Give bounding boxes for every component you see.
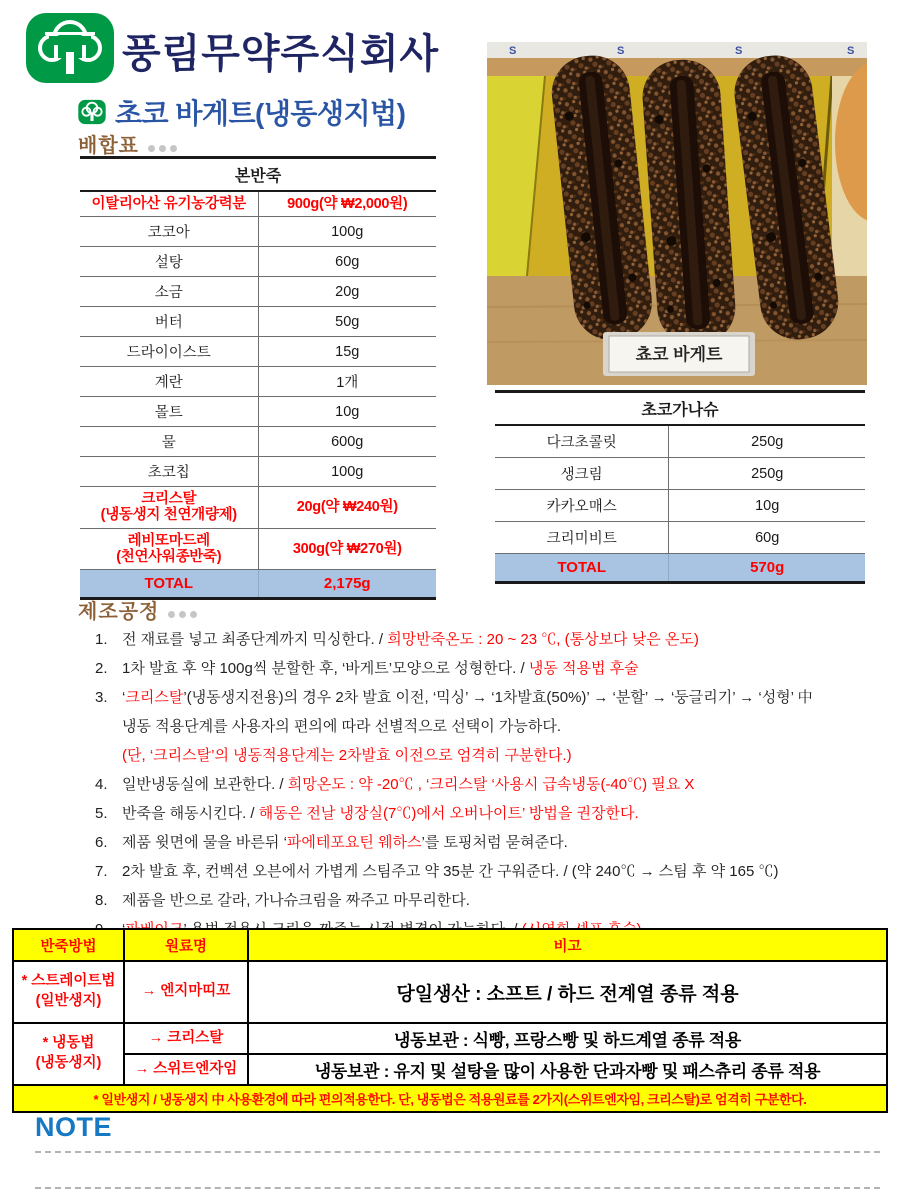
- ingredient-name: 몰트: [80, 397, 258, 427]
- main-dough-header-row: [80, 158, 436, 192]
- method-col-header: 반죽방법: [13, 929, 124, 961]
- photo-label-text: 쵸코 바게트: [635, 345, 723, 364]
- step-text: (단, ‘크리스탈’의 냉동적용단계는 2차발효 이전으로 엄격히 구분한다.): [122, 747, 572, 764]
- ganache-title: 초코가나슈: [495, 392, 865, 426]
- ingredient-amount: 15g: [258, 337, 436, 367]
- ingredient-name: 다크초콜릿: [495, 425, 669, 458]
- straight-method-row: [13, 961, 887, 1023]
- remarks-col-header: 비고: [248, 929, 887, 961]
- method-table-footnote: * 일반생지 / 냉동생지 中 사용환경에 따라 편의적용한다. 단, 냉동법은 적용원료를 2가지(스위트엔자임, 크리스탈)로 엄격히 구분한다.: [13, 1085, 887, 1112]
- ingredient-col-header: 원료명: [124, 929, 248, 961]
- company-logo-icon: [25, 12, 115, 84]
- frozen-method-row-2: [13, 1054, 887, 1085]
- step-text: 제품을 반으로 갈라, 가나슈크림을 짜주고 마무리한다.: [122, 892, 470, 909]
- process-step-line: [95, 746, 890, 766]
- step-text: ‘크리스탈’(냉동생지전용)의 경우 2차 발효 이전, ‘믹싱’ → ‘1차발효(50%)’ → ‘분할’ → ‘둥글리기’ → ‘성형’ 中: [122, 689, 813, 706]
- heading-dots-decoration: [164, 601, 197, 623]
- process-step-line: [95, 804, 890, 824]
- frozen-note-cell-2: 냉동보관 : 유지 및 설탕을 많이 사용한 단과자빵 및 패스츄리 종류 적용: [248, 1054, 887, 1085]
- method-table: [12, 928, 888, 1113]
- frozen-ingredient-cell-1: → 크리스탈: [124, 1023, 248, 1054]
- ingredient-name: 카카오매스: [495, 490, 669, 522]
- ingredient-amount: 50g: [258, 307, 436, 337]
- step-text: 냉동 적용단계를 사용자의 편의에 따라 선별적으로 선택이 가능하다.: [122, 718, 562, 735]
- title-logo-icon: [78, 98, 106, 126]
- ingredient-amount: 60g: [258, 247, 436, 277]
- ingredient-name: 레비또마드레 (천연사워종반죽): [80, 528, 258, 569]
- page-title: 초코 바게트(냉동생지법): [115, 98, 406, 129]
- ingredient-row: [80, 191, 436, 217]
- product-photo: [487, 42, 867, 385]
- frozen-note-cell-1: 냉동보관 : 식빵, 프랑스빵 및 하드계열 종류 적용: [248, 1023, 887, 1054]
- ingredient-amount: 20g(약 ₩240원): [258, 487, 436, 528]
- ingredient-amount: 250g: [669, 425, 865, 458]
- ingredient-amount: 100g: [258, 217, 436, 247]
- svg-text:S: S: [617, 45, 625, 57]
- ingredient-amount: 100g: [258, 457, 436, 487]
- step-number: 8.: [95, 892, 108, 909]
- ingredient-name: 이탈리아산 유기농강력분: [80, 191, 258, 217]
- step-text: 2차 발효 후, 컨벡션 오븐에서 가볍게 스팀주고 약 35분 간 구워준다. / (약 240℃ → 스팀 후 약 165 ℃): [122, 863, 779, 880]
- ingredient-name: 계란: [80, 367, 258, 397]
- process-step-line: [95, 659, 890, 679]
- ingredient-row: [80, 457, 436, 487]
- process-step-line: [95, 775, 890, 795]
- process-steps: [95, 630, 890, 949]
- ingredient-amount: 10g: [669, 490, 865, 522]
- process-section-heading: [78, 595, 197, 624]
- ganache-body: [495, 425, 865, 554]
- straight-ingredient-cell: → 엔지마띠꼬: [124, 961, 248, 1023]
- ingredient-row: [80, 247, 436, 277]
- note-writing-line: [35, 1187, 880, 1189]
- ingredient-name: 코코아: [80, 217, 258, 247]
- ingredient-name: 물: [80, 427, 258, 457]
- ganache-total-value: 570g: [669, 554, 865, 583]
- method-table-header-row: [13, 929, 887, 961]
- ganache-total-label: TOTAL: [495, 554, 669, 583]
- main-dough-table: [80, 156, 436, 600]
- main-dough-total-label: TOTAL: [80, 570, 258, 599]
- ingredient-name: 설탕: [80, 247, 258, 277]
- step-text: 일반냉동실에 보관한다. / 희망온도 : 약 -20℃ , ‘크리스탈 ‘사용시 급속냉동(-40℃) 필요 X: [122, 776, 695, 793]
- svg-text:S: S: [735, 45, 743, 57]
- ingredient-name: 드라이이스트: [80, 337, 258, 367]
- ingredient-name: 소금: [80, 277, 258, 307]
- ingredient-row: [495, 425, 865, 458]
- main-dough-title: 본반죽: [80, 158, 436, 192]
- ingredient-amount: 600g: [258, 427, 436, 457]
- ingredient-row: [80, 528, 436, 569]
- ingredient-row: [80, 367, 436, 397]
- process-step-line: [95, 630, 890, 650]
- step-number: [95, 717, 122, 737]
- step-number: 1.: [95, 631, 108, 648]
- ingredient-row: [80, 217, 436, 247]
- ingredient-name: 버터: [80, 307, 258, 337]
- ingredient-amount: 250g: [669, 458, 865, 490]
- step-number: 4.: [95, 776, 108, 793]
- ingredient-row: [80, 277, 436, 307]
- process-step-line: [95, 717, 890, 737]
- ingredient-row: [80, 337, 436, 367]
- ingredient-name: 크리미비트: [495, 522, 669, 554]
- ganache-header-row: [495, 392, 865, 426]
- process-step-line: [95, 891, 890, 911]
- ingredient-name: 초코칩: [80, 457, 258, 487]
- svg-text:S: S: [509, 45, 517, 57]
- ganache-total-row: [495, 554, 865, 583]
- straight-method-cell: * 스트레이트법 (일반생지): [13, 961, 124, 1023]
- recipe-section-heading: [78, 129, 177, 158]
- ingredient-row: [495, 522, 865, 554]
- ingredient-row: [80, 487, 436, 528]
- ingredient-name: 크리스탈 (냉동생지 천연개량제): [80, 487, 258, 528]
- step-number: [95, 746, 122, 766]
- ingredient-amount: 60g: [669, 522, 865, 554]
- note-writing-line: [35, 1151, 880, 1153]
- ingredient-row: [495, 490, 865, 522]
- step-text: 1차 발효 후 약 100g씩 분할한 후, ‘바게트’모양으로 성형한다. / 냉동 적용법 후술: [122, 660, 639, 677]
- process-heading-label: 제조공정: [78, 601, 160, 623]
- ingredient-amount: 900g(약 ₩2,000원): [258, 191, 436, 217]
- step-number: 7.: [95, 863, 108, 880]
- process-step-line: [95, 862, 890, 882]
- heading-dots-decoration: [144, 135, 177, 157]
- frozen-method-cell: * 냉동법 (냉동생지): [13, 1023, 124, 1085]
- step-text: 전 재료를 넣고 최종단계까지 믹싱한다. / 희망반죽온도 : 20 ~ 23 ℃, (통상보다 낮은 온도): [122, 631, 699, 648]
- main-dough-total-value: 2,175g: [258, 570, 436, 599]
- note-heading: NOTE: [35, 1112, 113, 1142]
- straight-note-cell: 당일생산 : 소프트 / 하드 전계열 종류 적용: [248, 961, 887, 1023]
- step-text: 제품 윗면에 물을 바른뒤 ‘파에테포요틴 웨하스’를 토핑처럼 묻혀준다.: [122, 834, 568, 851]
- process-step-line: [95, 833, 890, 853]
- page-title-row: [78, 92, 405, 132]
- step-number: 5.: [95, 805, 108, 822]
- ingredient-amount: 10g: [258, 397, 436, 427]
- main-dough-body: [80, 191, 436, 570]
- frozen-method-row-1: [13, 1023, 887, 1054]
- ingredient-row: [495, 458, 865, 490]
- step-number: 2.: [95, 660, 108, 677]
- process-step-line: [95, 688, 890, 708]
- ingredient-amount: 1개: [258, 367, 436, 397]
- ganache-table: [495, 390, 865, 584]
- recipe-heading-label: 배합표: [78, 135, 139, 157]
- ingredient-amount: 20g: [258, 277, 436, 307]
- frozen-ingredient-cell-2: → 스위트엔자임: [124, 1054, 248, 1085]
- step-number: 6.: [95, 834, 108, 851]
- ingredient-row: [80, 397, 436, 427]
- svg-text:S: S: [847, 45, 855, 57]
- photo-label-card: [603, 332, 755, 376]
- method-table-footnote-row: [13, 1085, 887, 1112]
- ingredient-name: 생크림: [495, 458, 669, 490]
- step-text: 반죽을 해동시킨다. / 해동은 전날 냉장실(7℃)에서 오버나이트’ 방법을 권장한다.: [122, 805, 639, 822]
- company-name: 풍림무약주식회사: [122, 32, 440, 76]
- ingredient-amount: 300g(약 ₩270원): [258, 528, 436, 569]
- ingredient-row: [80, 307, 436, 337]
- ingredient-row: [80, 427, 436, 457]
- step-number: 3.: [95, 689, 108, 706]
